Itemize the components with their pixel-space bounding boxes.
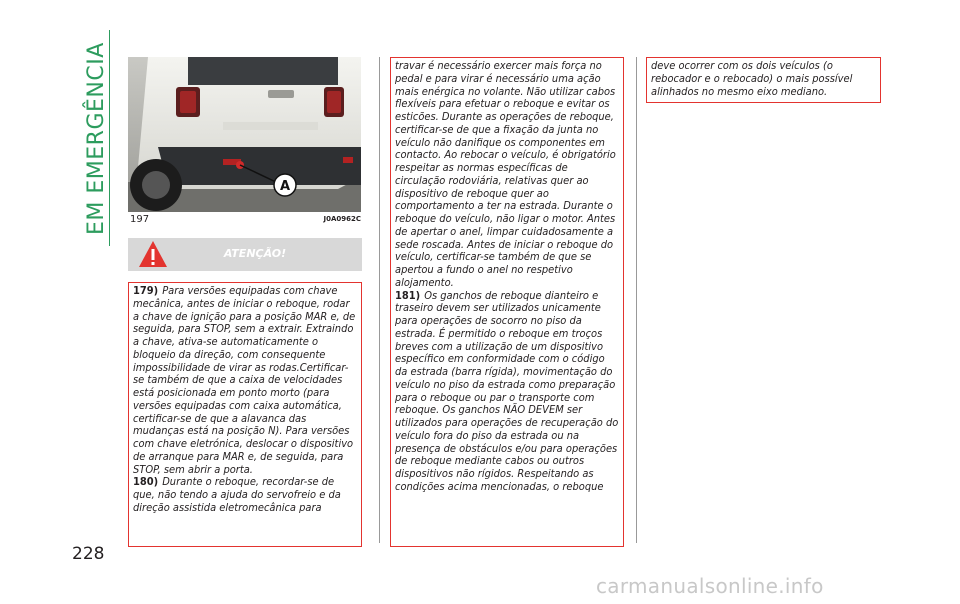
paragraph — [133, 285, 357, 476]
paragraph-text: travar é necessário exercer mais força no pedal e para virar é necessário uma ação mais enérgica no volante. Não utilizar cabos flexíveis para efetuar o reboque e evitar os esticões. Durante as operações de reboque, certificar-se de que a fixação da junta no veículo não danifique os componentes em contacto. Ao rebocar o veículo, é obrigatório respeitar as normas específicas de circulação rodoviária, relativas quer ao dispositivo de reboque quer ao comportamento a ter na estrada. Durante o reboque do veículo, não ligar o motor. Antes de apertar o anel, limpar cuidadosamente a sede roscada. Antes de iniciar o reboque do veículo, certificar-se também de que se apertou a fundo o anel no respetivo alojamento. — [395, 59, 616, 289]
figure-caption — [128, 214, 361, 228]
paragraph — [395, 290, 619, 494]
section-title — [78, 30, 118, 240]
note-number: 181) — [395, 288, 421, 302]
column-rule — [379, 57, 380, 543]
paragraph-text: Para versões equipadas com chave mecânica, antes de iniciar o reboque, rodar a chave de ignição para a posição MAR e, de seguida, para STOP, sem a extrair. Extraindo a chave, ativa-se automaticamente o bloqueio da direção, com consequente impossibilidade de virar as rodas.Certificar-se também de que a caixa de velocidades está posicionada em ponto morto (para versões equipadas com caixa automática, certificar-se de que a alavanca das mudanças está na posição N). Para versões com chave eletrónica, deslocar o dispositivo de arranque para MAR e, de seguida, para STOP, sem abrir a porta. — [133, 284, 356, 476]
section-title-text: EM EMERGÊNCIA — [84, 42, 109, 235]
note-number: 179) — [133, 284, 159, 297]
section-rule — [109, 30, 110, 246]
warning-box-col1 — [128, 282, 362, 547]
paragraph — [651, 60, 876, 98]
figure-number: 197 — [130, 214, 150, 225]
note-number: 180) — [133, 475, 159, 489]
paragraph-text: Os ganchos de reboque dianteiro e traseiro devem ser utilizados unicamente para operações de socorro no piso da estrada. É permitido o reboque em troços breves com a utilização de um dispositivo específico em conformidade com o código da estrada (barra rígida), movimentação do veículo no piso da estrada como preparação para o reboque ou par o transporte com reboque. Os ganchos NÃO DEVEM ser utilizados para operações de recuperação do veículo fora do piso da estrada ou na presença de obstáculos e/ou para operações de reboque mediante cabos ou outros dispositivos não rígidos. Respeitando as condições acima mencionadas, o reboque — [395, 288, 619, 493]
figure-photo — [128, 57, 361, 212]
watermark: carmanualsonline.info — [596, 574, 824, 598]
warning-label: ATENÇÃO! — [223, 247, 287, 260]
callout-label: A — [279, 179, 291, 194]
paragraph-text: Durante o reboque, recordar-se de que, não tendo a ajuda do servofreio e da direção assistida eletromecânica para — [133, 475, 341, 514]
warning-header — [128, 238, 362, 271]
figure-code: J0A0962C — [323, 215, 361, 223]
column-rule — [636, 57, 637, 543]
warning-box-col2 — [390, 57, 624, 547]
paragraph — [133, 476, 357, 514]
page-number: 228 — [72, 544, 105, 564]
paragraph-text: deve ocorrer com os dois veículos (o rebocador e o rebocado) o mais possível alinhados no mesmo eixo mediano. — [651, 59, 853, 98]
rear-car-image — [128, 57, 361, 212]
warning-box-col3 — [646, 57, 881, 103]
paragraph — [395, 60, 619, 290]
